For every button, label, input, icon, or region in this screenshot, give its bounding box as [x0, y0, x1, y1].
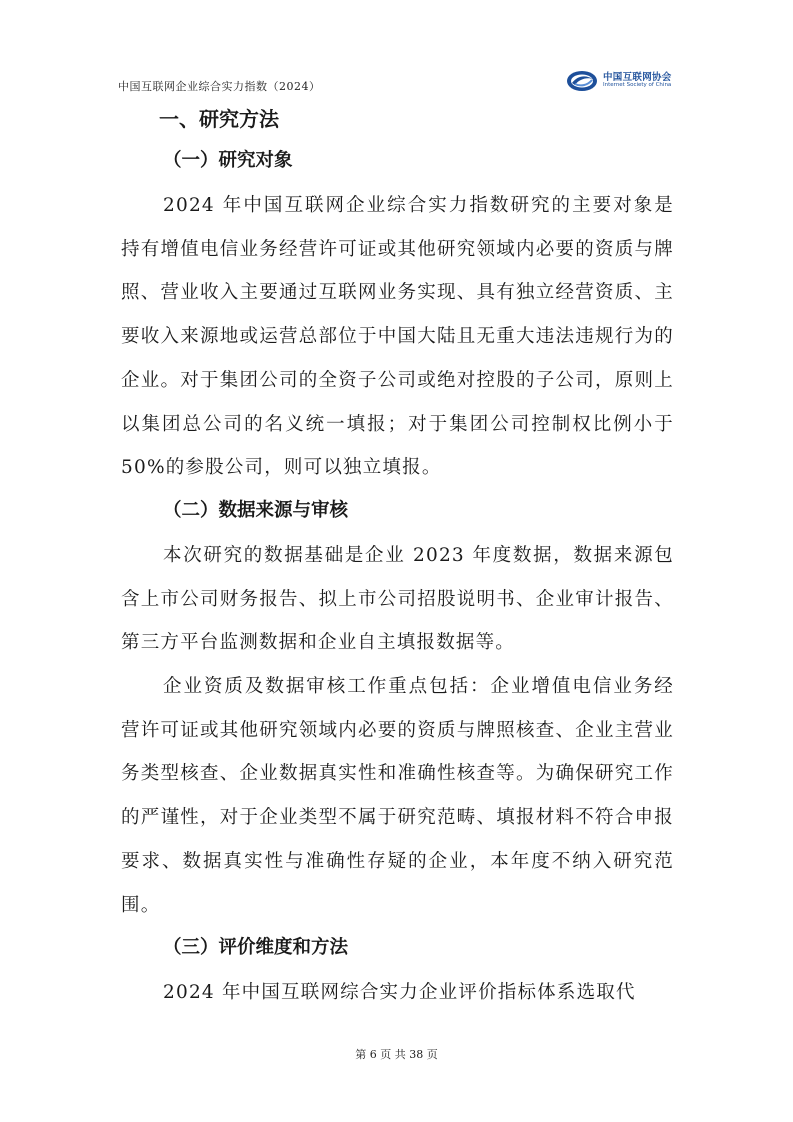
logo-text-en: Internet Society of China: [603, 82, 672, 88]
page-header: [118, 68, 678, 98]
isc-logo-icon: [566, 68, 600, 94]
document-title: 中国互联网企业综合实力指数（2024）: [118, 80, 321, 93]
paragraph-data-review: 企业资质及数据审核工作重点包括：企业增值电信业务经营许可证或其他研究领域内必要的资质与牌照核查、企业主营业务类型核查、企业数据真实性和准确性核查等。为确保研究工作的严谨性，对于企业类型不属于研究范畴、填报材料不符合申报要求、数据真实性与准确性存疑的企业，本年度不纳入研究范围。: [121, 676, 674, 916]
page-body: [121, 102, 674, 1015]
subsection-heading-data-source: （二）数据来源与审核: [163, 499, 349, 521]
paragraph-evaluation: 2024 年中国互联网综合实力企业评价指标体系选取代: [163, 982, 636, 1004]
section-heading: 一、研究方法: [159, 107, 279, 131]
subsection-heading-research-object: （一）研究对象: [163, 150, 293, 171]
paragraph-research-object: 2024 年中国互联网企业综合实力指数研究的主要对象是持有增值电信业务经营许可证或其他研究领域内必要的资质与牌照、营业收入主要通过互联网业务实现、具有独立经营资质、主要收入来源地或运营总部位于中国大陆且无重大违法违规行为的企业。对于集团公司的全资子公司或绝对控股的子公司，原则上以集团总公司的名义统一填报；对于集团公司控制权比例小于 50%的参股公司，则可以独立填报。: [121, 195, 674, 479]
logo-text-cn: 中国互联网协会: [603, 72, 672, 83]
organization-logo: [566, 68, 678, 94]
paragraph-data-source: 本次研究的数据基础是企业 2023 年度数据，数据来源包含上市公司财务报告、拟上市公司招股说明书、企业审计报告、第三方平台监测数据和企业自主填报数据等。: [121, 544, 674, 654]
page-number: 第 6 页 共 38 页: [355, 1048, 438, 1061]
subsection-heading-evaluation: （三）评价维度和方法: [163, 937, 349, 959]
